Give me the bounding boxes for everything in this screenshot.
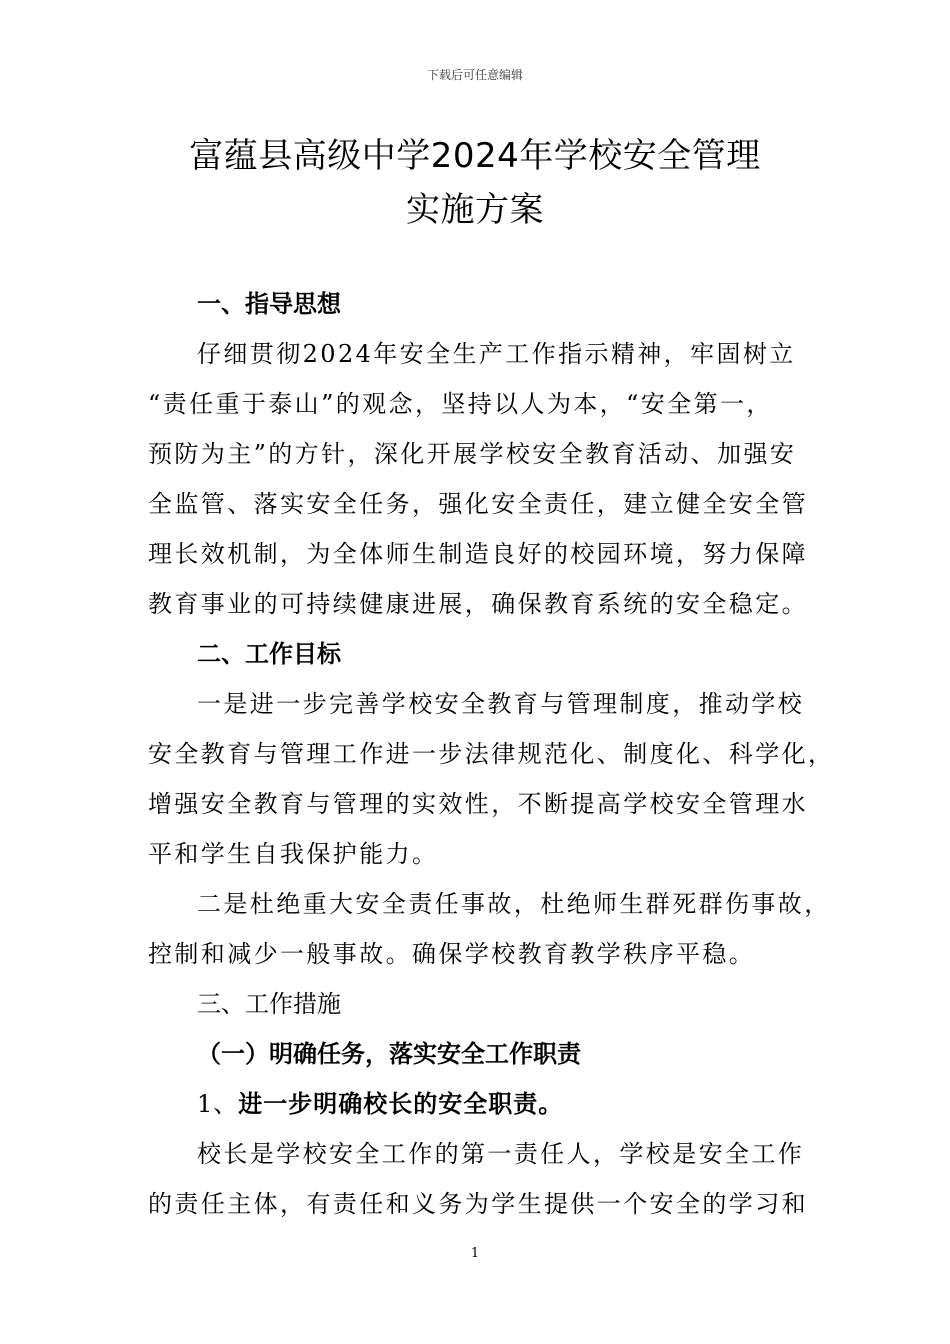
paragraph-line: 平和学生自我保护能力。 <box>148 840 439 868</box>
page-number: 1 <box>470 1246 480 1261</box>
paragraph-line: 教育事业的可持续健康进展，确保教育系统的安全稳定。 <box>148 590 808 618</box>
paragraph-line: 二是杜绝重大安全责任事故，杜绝师生群死群伤事故， <box>197 890 831 918</box>
section-1-heading: 一、指导思想 <box>197 290 341 318</box>
paragraph-line: 全监管、落实安全任务，强化安全责任，建立健全安全管 <box>148 490 808 518</box>
list-item-text: 进一步明确校长的安全职责。 <box>238 1090 564 1118</box>
paragraph-line: 预防为主”的方针，深化开展学校安全教育活动、加强安 <box>148 440 797 468</box>
section-3-subheading: （一）明确任务，落实安全工作职责 <box>197 1040 581 1068</box>
paragraph-line: 校长是学校安全工作的第一责任人，学校是安全工作 <box>197 1140 805 1168</box>
paragraph-line: “责任重于泰山”的观念，坚持以人为本，“安全第一， <box>148 390 773 418</box>
section-3-heading: 三、工作措施 <box>197 990 341 1018</box>
paragraph-line: 的责任主体，有责任和义务为学生提供一个安全的学习和 <box>148 1190 808 1218</box>
list-item-number: 1、 <box>197 1090 239 1118</box>
header-note: 下载后可任意编辑 <box>426 68 523 82</box>
document-title-line-2: 实施方案 <box>406 190 544 230</box>
paragraph-line: 理长效机制，为全体师生制造良好的校园环境，努力保障 <box>148 540 808 568</box>
paragraph-line: 安全教育与管理工作进一步法律规范化、制度化、科学化， <box>148 740 835 768</box>
section-2-heading: 二、工作目标 <box>197 640 341 668</box>
document-title-line-1: 富蕴县高级中学2024年学校安全管理 <box>189 136 761 176</box>
paragraph-line: 增强安全教育与管理的实效性，不断提高学校安全管理水 <box>148 790 808 818</box>
paragraph-line: 仔细贯彻2024年安全生产工作指示精神，牢固树立 <box>197 340 796 368</box>
paragraph-line: 一是进一步完善学校安全教育与管理制度，推动学校 <box>197 690 805 718</box>
list-item <box>197 1084 563 1119</box>
paragraph-line: 控制和减少一般事故。确保学校教育教学秩序平稳。 <box>148 940 756 968</box>
